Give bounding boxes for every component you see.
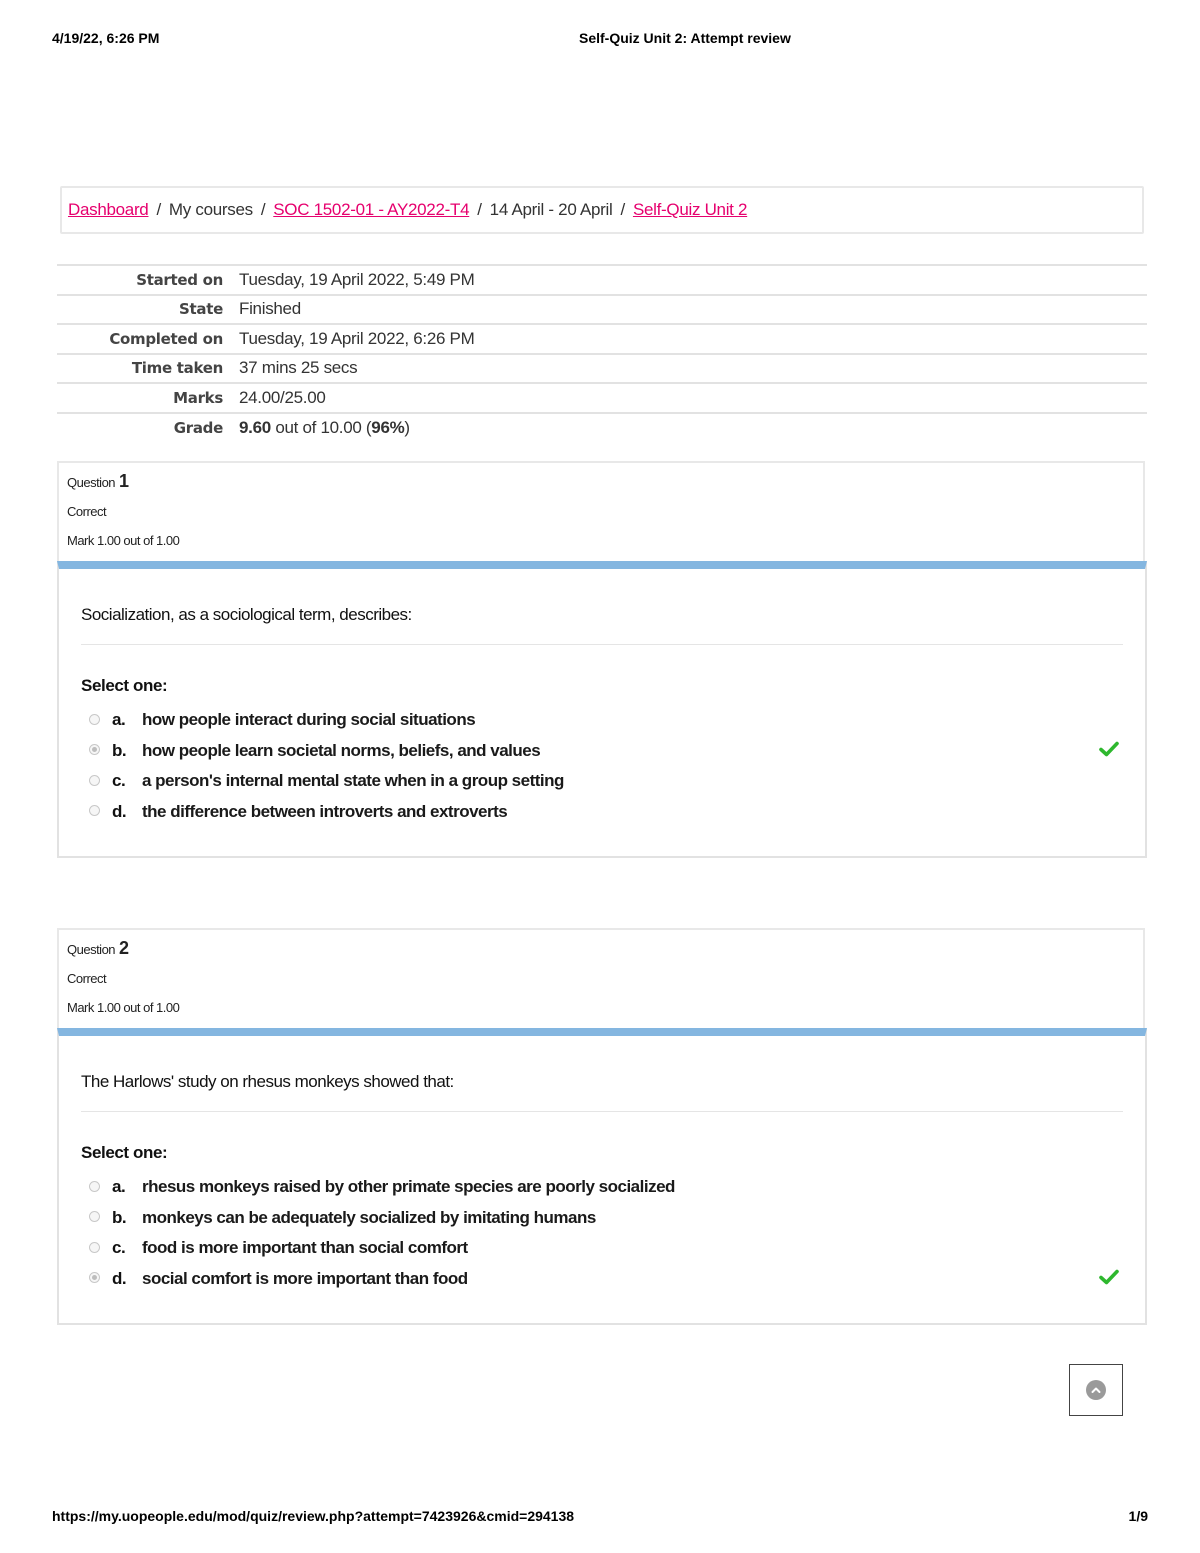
grade-out-of: out of 10.00 ( <box>270 417 372 437</box>
print-footer <box>52 1508 1148 1528</box>
print-header <box>52 30 1148 50</box>
breadcrumb-separator: / <box>156 200 161 219</box>
question-content <box>57 1028 1147 1325</box>
answer-text: monkeys can be adequately socialized by imitating humans <box>142 1207 596 1227</box>
print-page-number: 1/9 <box>1128 1508 1148 1524</box>
answer-letter: a. <box>112 710 126 730</box>
grade-close: ) <box>404 417 410 437</box>
grade-value-cell <box>231 413 1147 443</box>
attempt-summary-table <box>57 264 1147 442</box>
summary-row-completed <box>57 324 1147 354</box>
scroll-to-top-button[interactable] <box>1069 1364 1123 1416</box>
radio-button[interactable] <box>89 1181 100 1192</box>
answer-text: social comfort is more important than food <box>142 1268 468 1288</box>
answer-text: a person's internal mental state when in a group setting <box>142 771 564 791</box>
question-number: 1 <box>119 471 129 491</box>
question-number-line <box>67 471 1135 499</box>
summary-row-time <box>57 354 1147 384</box>
chevron-up-icon <box>1086 1380 1106 1400</box>
answer-option-d[interactable] <box>89 797 1119 828</box>
answer-text: how people interact during social situations <box>142 710 476 730</box>
started-on-label: Started on <box>136 270 223 289</box>
marks-label: Marks <box>173 388 223 407</box>
answer-letter: d. <box>112 1268 127 1288</box>
completed-on-label: Completed on <box>109 329 223 348</box>
grade-value: 9.60 <box>239 417 271 437</box>
breadcrumb-separator: / <box>260 200 266 219</box>
breadcrumb-dashboard-link[interactable]: Dashboard <box>68 200 149 219</box>
question-state: Correct <box>67 971 107 986</box>
question-number: 2 <box>119 938 129 958</box>
question-divider <box>81 644 1123 645</box>
question-mark: Mark 1.00 out of 1.00 <box>67 533 180 548</box>
grade-label: Grade <box>173 418 223 437</box>
answer-option-b[interactable] <box>89 736 1119 767</box>
answer-letter: b. <box>112 740 127 760</box>
answer-letter: c. <box>112 771 126 791</box>
answer-text: the difference between introverts and extroverts <box>142 801 508 821</box>
started-on-value: Tuesday, 19 April 2022, 5:49 PM <box>239 269 475 289</box>
radio-button[interactable] <box>89 1242 100 1253</box>
radio-button-selected[interactable] <box>89 744 100 755</box>
answer-option-b[interactable] <box>89 1203 1119 1234</box>
time-taken-value: 37 mins 25 secs <box>239 358 358 378</box>
radio-button[interactable] <box>89 1211 100 1222</box>
question-label: Question <box>67 475 116 490</box>
radio-button[interactable] <box>89 805 100 816</box>
answer-text: how people learn societal norms, beliefs, and values <box>142 740 541 760</box>
radio-button[interactable] <box>89 714 100 725</box>
answer-text: rhesus monkeys raised by other primate species are poorly socialized <box>142 1177 675 1197</box>
select-one-label: Select one: <box>81 1143 168 1162</box>
question-2 <box>57 928 1147 1325</box>
check-icon <box>1099 741 1119 757</box>
breadcrumb-my-courses: My courses <box>168 200 253 219</box>
print-date: 4/19/22, 6:26 PM <box>52 30 160 46</box>
completed-on-value: Tuesday, 19 April 2022, 6:26 PM <box>239 328 475 348</box>
question-text: The Harlows' study on rhesus monkeys showed that: <box>81 1072 454 1091</box>
question-state: Correct <box>67 504 107 519</box>
print-url: https://my.uopeople.edu/mod/quiz/review.php?attempt=7423926&cmid=294138 <box>52 1508 575 1524</box>
question-number-line <box>67 938 1135 966</box>
question-content <box>57 561 1147 858</box>
answer-option-d[interactable] <box>89 1264 1119 1295</box>
answer-list <box>89 705 1119 827</box>
answer-letter: c. <box>112 1238 126 1258</box>
question-mark: Mark 1.00 out of 1.00 <box>67 1000 180 1015</box>
answer-option-a[interactable] <box>89 705 1119 736</box>
summary-row-grade <box>57 413 1147 443</box>
marks-value: 24.00/25.00 <box>239 387 326 407</box>
answer-letter: d. <box>112 801 127 821</box>
breadcrumb-separator: / <box>620 200 625 219</box>
answer-list <box>89 1172 1119 1294</box>
breadcrumb-course-link[interactable]: SOC 1502-01 - AY2022-T4 <box>273 200 470 219</box>
answer-letter: b. <box>112 1207 127 1227</box>
select-one-label: Select one: <box>81 676 168 695</box>
question-info <box>57 928 1145 1028</box>
question-1 <box>57 461 1147 858</box>
summary-row-marks <box>57 383 1147 413</box>
answer-option-c[interactable] <box>89 766 1119 797</box>
print-page-title: Self-Quiz Unit 2: Attempt review <box>579 30 791 46</box>
state-label: State <box>179 300 223 319</box>
breadcrumb <box>60 186 1144 234</box>
radio-button[interactable] <box>89 775 100 786</box>
question-info <box>57 461 1145 561</box>
answer-option-c[interactable] <box>89 1233 1119 1264</box>
answer-option-a[interactable] <box>89 1172 1119 1203</box>
question-label: Question <box>67 942 116 957</box>
summary-row-state <box>57 295 1147 325</box>
summary-row-started <box>57 265 1147 295</box>
breadcrumb-separator: / <box>477 200 482 219</box>
state-value: Finished <box>239 299 301 319</box>
question-divider <box>81 1111 1123 1112</box>
answer-text: food is more important than social comfort <box>142 1238 468 1258</box>
breadcrumb-week: 14 April - 20 April <box>489 200 613 219</box>
breadcrumb-quiz-link[interactable]: Self-Quiz Unit 2 <box>632 200 748 219</box>
question-text: Socialization, as a sociological term, describes: <box>81 605 412 624</box>
check-icon <box>1099 1269 1119 1285</box>
answer-letter: a. <box>112 1177 126 1197</box>
grade-percent: 96% <box>371 417 405 437</box>
radio-button-selected[interactable] <box>89 1272 100 1283</box>
time-taken-label: Time taken <box>131 359 223 378</box>
